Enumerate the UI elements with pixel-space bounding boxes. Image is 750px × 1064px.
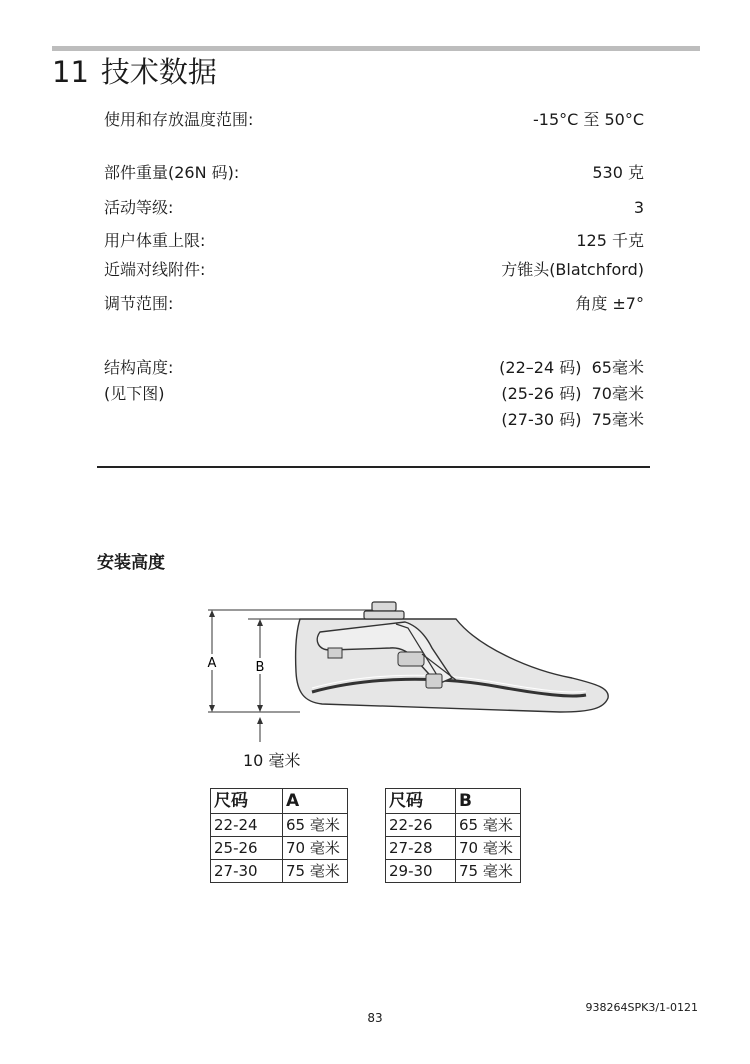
table-header-cell: 尺码 bbox=[386, 789, 456, 814]
spec-value: 角度 ±7° bbox=[575, 294, 644, 313]
table-cell: 27-30 bbox=[211, 860, 283, 883]
build-height-value: 65毫米 bbox=[591, 358, 644, 377]
spec-value: 530 克 bbox=[592, 163, 644, 182]
section-divider bbox=[97, 466, 650, 468]
build-height-label: 结构高度: bbox=[104, 358, 174, 377]
table-cell: 22-26 bbox=[386, 814, 456, 837]
table-cell: 27-28 bbox=[386, 837, 456, 860]
spec-label: 近端对线附件: bbox=[104, 260, 206, 279]
spec-row-adjustment bbox=[104, 292, 644, 316]
spec-row-weight bbox=[104, 161, 644, 185]
spec-row-user-weight bbox=[104, 229, 644, 253]
spec-label: 使用和存放温度范围: bbox=[104, 110, 254, 129]
table-row bbox=[386, 814, 521, 837]
table-header-row bbox=[386, 789, 521, 814]
page-number: 83 bbox=[367, 1011, 383, 1025]
table-cell: 70 毫米 bbox=[283, 837, 348, 860]
spec-value: -15°C 至 50°C bbox=[532, 110, 644, 129]
table-header-row bbox=[211, 789, 348, 814]
table-header-cell: 尺码 bbox=[211, 789, 283, 814]
install-height-heading: 安装高度 bbox=[97, 553, 165, 573]
table-cell: 75 毫米 bbox=[456, 860, 521, 883]
table-cell: 25-26 bbox=[211, 837, 283, 860]
table-cell: 70 毫米 bbox=[456, 837, 521, 860]
table-cell: 22-24 bbox=[211, 814, 283, 837]
size-table-a bbox=[210, 788, 348, 883]
build-height-size: (27-30 码) bbox=[501, 410, 582, 429]
spec-label: 用户体重上限: bbox=[104, 231, 206, 250]
section-number: 11 bbox=[52, 55, 89, 89]
build-height-row-3 bbox=[104, 408, 644, 432]
document-id: 938264SPK3/1-0121 bbox=[585, 1001, 698, 1014]
spec-value: 方锥头(Blatchford) bbox=[501, 260, 644, 279]
foot-installation-diagram bbox=[200, 592, 620, 742]
table-row bbox=[386, 837, 521, 860]
spec-row-temperature bbox=[104, 108, 644, 132]
build-height-row-1 bbox=[104, 356, 644, 380]
table-header-cell: A bbox=[283, 789, 348, 814]
dimension-b-label: B bbox=[255, 660, 265, 675]
spec-label: 部件重量(26N 码): bbox=[104, 163, 240, 182]
header-rule bbox=[52, 46, 700, 51]
table-header-cell: B bbox=[456, 789, 521, 814]
size-table-b bbox=[385, 788, 521, 883]
table-row bbox=[211, 814, 348, 837]
table-cell: 75 毫米 bbox=[283, 860, 348, 883]
build-height-value: 70毫米 bbox=[591, 384, 644, 403]
build-height-note: (见下图) bbox=[104, 384, 165, 403]
table-cell: 65 毫米 bbox=[456, 814, 521, 837]
table-cell: 65 毫米 bbox=[283, 814, 348, 837]
build-height-value: 75毫米 bbox=[591, 410, 644, 429]
build-height-size: (25-26 码) bbox=[501, 384, 582, 403]
spec-label: 调节范围: bbox=[104, 294, 174, 313]
spec-label: 活动等级: bbox=[104, 198, 174, 217]
offset-10mm-label: 10 毫米 bbox=[243, 751, 301, 770]
build-height-size: (22–24 码) bbox=[499, 358, 582, 377]
table-row bbox=[386, 860, 521, 883]
table-row bbox=[211, 860, 348, 883]
section-title: 技术数据 bbox=[100, 55, 217, 89]
build-height-row-2 bbox=[104, 382, 644, 406]
dimension-a-label: A bbox=[207, 656, 217, 671]
spec-row-activity bbox=[104, 196, 644, 220]
spec-value: 3 bbox=[633, 198, 644, 217]
spec-row-attachment bbox=[104, 258, 644, 282]
table-row bbox=[211, 837, 348, 860]
section-heading bbox=[52, 52, 217, 92]
spec-value: 125 千克 bbox=[576, 231, 644, 250]
table-cell: 29-30 bbox=[386, 860, 456, 883]
